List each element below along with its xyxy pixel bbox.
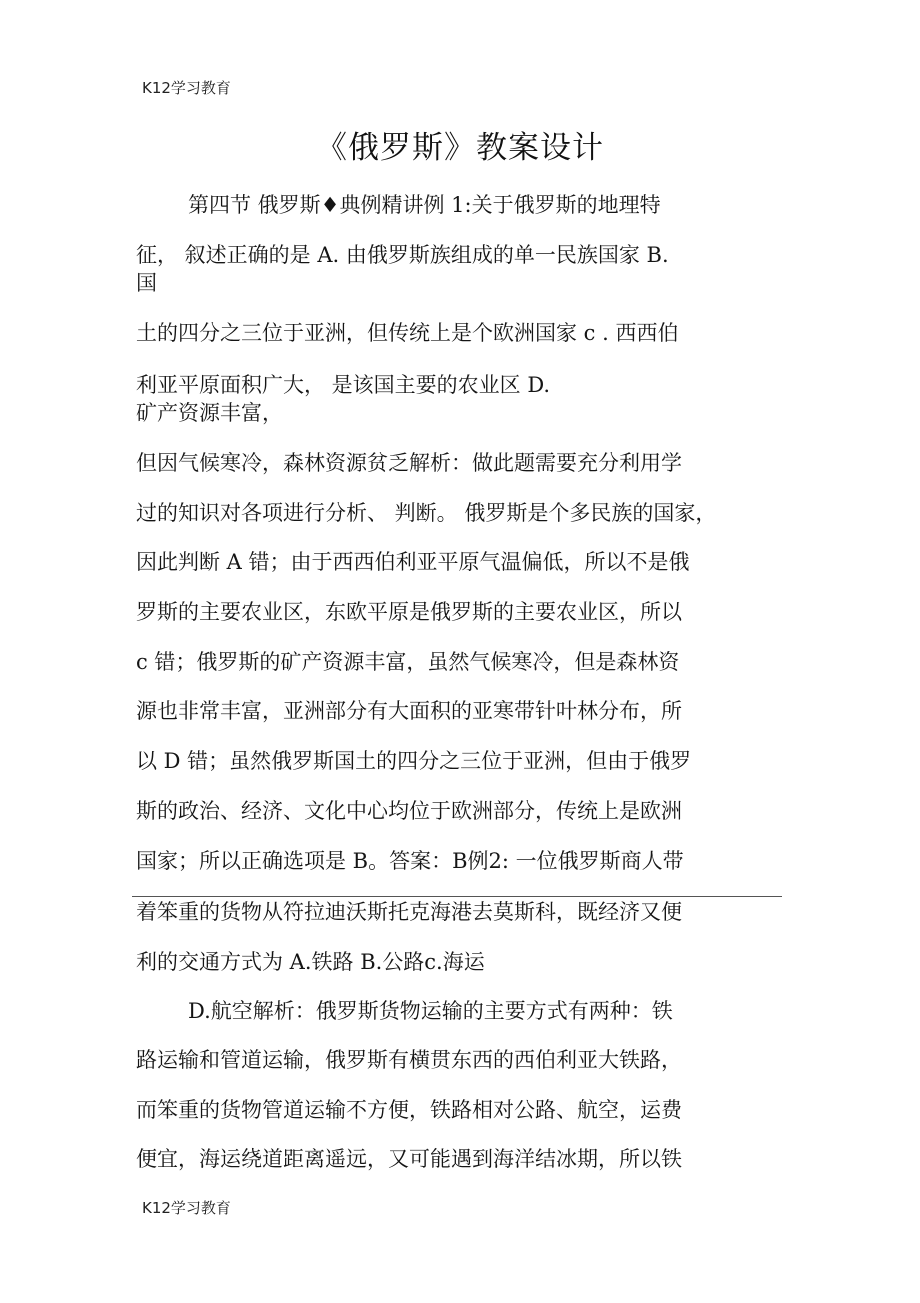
body-line: 利的交通方式为 A.铁路 B.公路c.海运 [136, 950, 485, 974]
body-line: 矿产资源丰富， [136, 401, 283, 425]
body-line: 而笨重的货物管道运输不方便，铁路相对公路、航空，运费 [136, 1098, 682, 1122]
page-footer: K12学习教育 [142, 1199, 231, 1217]
body-line: 源也非常丰富，亚洲部分有大面积的亚寒带针叶林分布，所 [136, 699, 682, 723]
body-line: 罗斯的主要农业区，东欧平原是俄罗斯的主要农业区，所以 [136, 600, 682, 624]
body-line: 路运输和管道运输，俄罗斯有横贯东西的西伯利亚大铁路， [136, 1048, 682, 1072]
body-line: 着笨重的货物从符拉迪沃斯托克海港去莫斯科，既经济又便 [136, 900, 682, 924]
body-line: c 错；俄罗斯的矿产资源丰富，虽然气候寒冷，但是森林资 [136, 650, 680, 674]
document-title: 《俄罗斯》教案设计 [316, 130, 604, 166]
body-line: 斯的政治、经济、文化中心均位于欧洲部分，传统上是欧洲 [136, 799, 682, 823]
body-line: D.航空解析：俄罗斯货物运输的主要方式有两种：铁 [188, 999, 673, 1023]
body-line: 利亚平原面积广大， 是该国主要的农业区 D. [136, 373, 551, 397]
body-line: 第四节 俄罗斯♦典例精讲例 1:关于俄罗斯的地理特 [188, 193, 661, 217]
body-line: 国 [136, 271, 157, 295]
body-line: 但因气候寒冷，森林资源贫乏解析：做此题需要充分利用学 [136, 451, 682, 475]
page-header: K12学习教育 [142, 79, 231, 97]
body-line: 过的知识对各项进行分析、 判断。 俄罗斯是个多民族的国家， [136, 501, 717, 525]
body-line: 便宜，海运绕道距离遥远，又可能遇到海洋结冰期，所以铁 [136, 1147, 682, 1171]
horizontal-rule [132, 896, 782, 897]
body-line: 因此判断 A 错；由于西西伯利亚平原气温偏低，所以不是俄 [136, 550, 690, 574]
body-line: 以 D 错；虽然俄罗斯国土的四分之三位于亚洲，但由于俄罗 [136, 749, 692, 773]
body-line: 土的四分之三位于亚洲，但传统上是个欧洲国家 c . 西西伯 [136, 321, 679, 345]
body-line: 征， 叙述正确的是 A. 由俄罗斯族组成的单一民族国家 B. [136, 243, 669, 267]
body-line: 国家；所以正确选项是 B。答案：B例2: 一位俄罗斯商人带 [136, 849, 684, 873]
